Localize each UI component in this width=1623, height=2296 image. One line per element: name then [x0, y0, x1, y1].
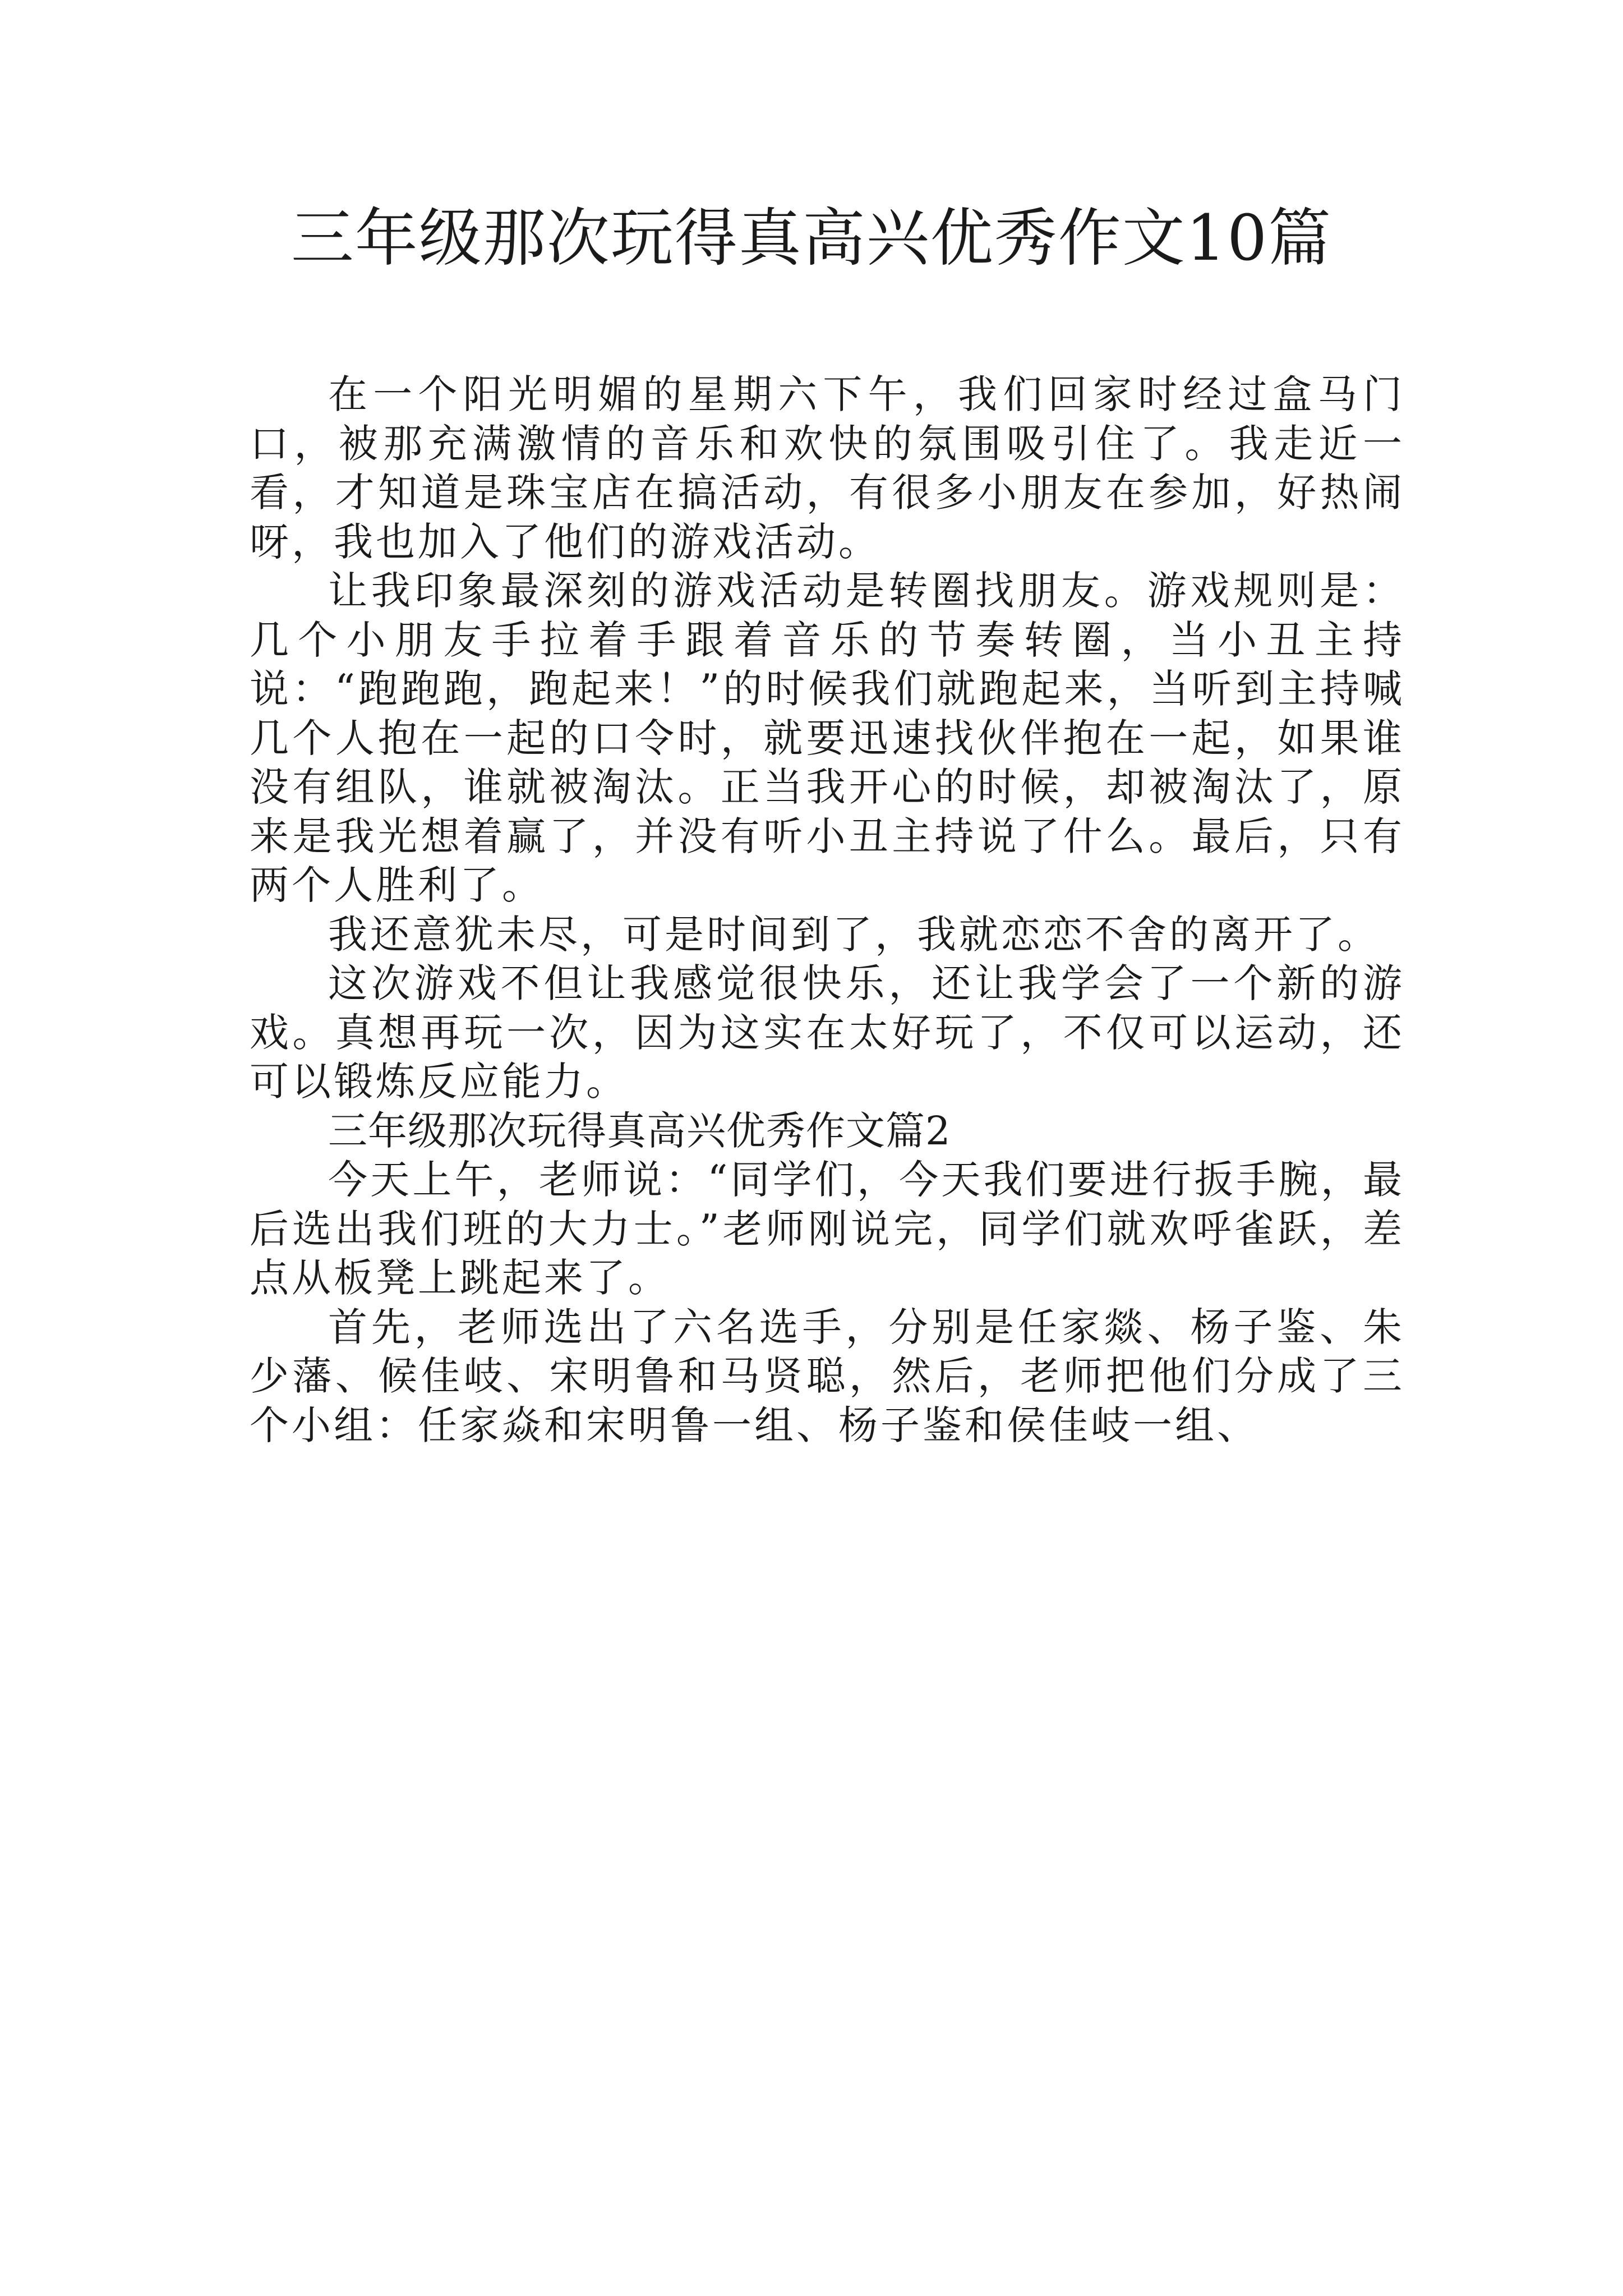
document-body	[250, 370, 1405, 1450]
paragraph-3: 我还意犹未尽，可是时间到了，我就恋恋不舍的离开了。	[328, 911, 1380, 958]
paragraph-4: 这次游戏不但让我感觉很快乐，还让我学会了一个新的游戏。真想再玩一次，因为这实在太好玩了，不仅可以运动，还可以锻炼反应能力。	[250, 960, 1405, 1105]
paragraph-2: 让我印象最深刻的游戏活动是转圈找朋友。游戏规则是：几个小朋友手拉着手跟着音乐的节奏转圈，当小丑主持说：“跑跑跑，跑起来！”的时候我们就跑起来，当听到主持喊几个人抱在一起的口令时，就要迅速找伙伴抱在一起，如果谁没有组队，谁就被淘汰。正当我开心的时候，却被淘汰了，原来是我光想着赢了，并没有听小丑主持说了什么。最后，只有两个人胜利了。	[250, 568, 1405, 908]
section-heading: 三年级那次玩得真高兴优秀作文篇2	[328, 1107, 951, 1154]
document-title: 三年级那次玩得真高兴优秀作文10篇	[291, 202, 1332, 275]
paragraph-5: 今天上午，老师说：“同学们，今天我们要进行扳手腕，最后选出我们班的大力士。”老师刚说完，同学们就欢呼雀跃，差点从板凳上跳起来了。	[250, 1157, 1405, 1301]
paragraph-6: 首先，老师选出了六名选手，分别是任家燚、杨子鉴、朱少藩、候佳岐、宋明鲁和马贤聪，然后，老师把他们分成了三个小组：任家焱和宋明鲁一组、杨子鉴和侯佳岐一组、	[250, 1304, 1405, 1448]
paragraph-1: 在一个阳光明媚的星期六下午，我们回家时经过盒马门口，被那充满激情的音乐和欢快的氛围吸引住了。我走近一看，才知道是珠宝店在搞活动，有很多小朋友在参加，好热闹呀，我也加入了他们的游戏活动。	[250, 371, 1405, 565]
